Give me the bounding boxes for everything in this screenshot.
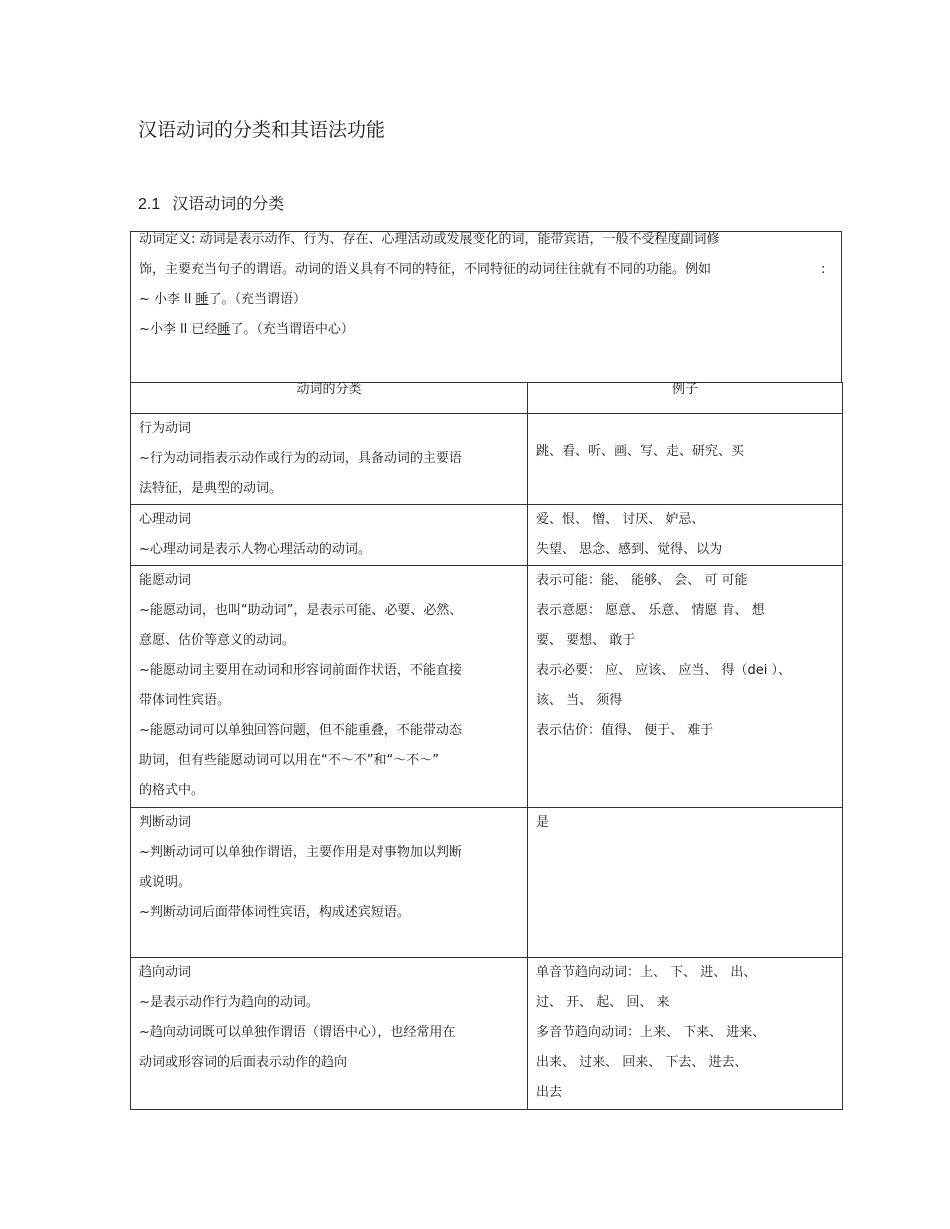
definition-line-1: 动词定义: 动词是表示动作、行为、存在、心理活动或发展变化的词，能带宾语，一般不受程度副词修 xyxy=(139,232,720,247)
verb-examples-cell xyxy=(528,808,843,958)
verb-examples-cell xyxy=(528,958,843,1110)
definition-colon: : xyxy=(821,262,826,277)
example-1-prefix: ~ 小李 ll xyxy=(139,292,196,307)
verb-example-line: 单音节趋向动词：上、 下、 进、 出、 xyxy=(536,965,757,980)
definition-line-2 xyxy=(139,262,711,278)
verb-example-line: 是 xyxy=(536,815,550,830)
verb-examples-cell xyxy=(528,566,843,808)
verb-category-description: ~能愿动词，也叫“助动词”，是表示可能、必要、必然、 xyxy=(139,603,463,618)
section-heading xyxy=(138,192,284,217)
verb-category-cell xyxy=(131,505,528,566)
verb-example-line: 该、 当、 须得 xyxy=(536,693,623,708)
verb-category-name: 行为动词 xyxy=(139,421,192,436)
verb-category-description: 带体词性宾语。 xyxy=(139,693,231,708)
verb-category-name: 判断动词 xyxy=(139,815,192,830)
verb-category-cell xyxy=(131,958,528,1110)
example-1-suffix: 了。（充当谓语） xyxy=(208,292,307,307)
verb-category-description: 的格式中。 xyxy=(139,783,205,798)
verb-example-line: 多音节趋向动词：上来、 下来、 进来、 xyxy=(536,1025,766,1040)
definition-line-2-text: 饰，主要充当句子的谓语。动词的语义具有不同的特征，不同特征的动词往往就有不同的功能。例如 xyxy=(139,262,712,277)
table-row xyxy=(131,566,843,808)
definition-box xyxy=(130,231,842,383)
section-number: 2.1 xyxy=(138,196,161,213)
verb-example-line: 表示可能：能、 能够、 会、 可 可能 xyxy=(536,573,748,588)
table-row xyxy=(131,958,843,1110)
verb-example-line: 要、 要想、 敢于 xyxy=(536,633,636,648)
verb-category-description: ~能愿动词可以单独回答问题，但不能重叠，不能带动态 xyxy=(139,723,462,738)
verb-category-name: 趋向动词 xyxy=(139,965,192,980)
verb-category-description: 助词，但有些能愿动词可以用在“不～不”和“～不～” xyxy=(139,753,439,768)
table-row xyxy=(131,414,843,505)
verb-example-line: 表示估价：值得、 便于、 难于 xyxy=(536,723,714,738)
verb-category-cell xyxy=(131,566,528,808)
example-sentence-2 xyxy=(139,322,354,338)
example-2-prefix: ~小李 ll 已经 xyxy=(139,322,218,337)
verb-category-description: 动词或形容词的后面表示动作的趋向 xyxy=(139,1055,348,1070)
example-sentence-1 xyxy=(139,292,306,308)
verb-category-description: ~是表示动作行为趋向的动词。 xyxy=(139,995,319,1010)
page-title: 汉语动词的分类和其语法功能 xyxy=(138,119,386,141)
verb-category-description: ~行为动词指表示动作或行为的动词，具备动词的主要语 xyxy=(139,451,462,466)
table-row xyxy=(131,505,843,566)
example-2-verb: 睡 xyxy=(217,322,231,337)
section-title: 汉语动词的分类 xyxy=(172,194,285,213)
verb-category-description: ~能愿动词主要用在动词和形容词前面作状语，不能直接 xyxy=(139,663,462,678)
header-classification: 动词的分类 xyxy=(131,383,528,414)
verb-examples-cell xyxy=(528,505,843,566)
verb-category-description: 意愿、估价等意义的动词。 xyxy=(139,633,296,648)
table-row xyxy=(131,808,843,958)
verb-category-description: ~心理动词是表示人物心理活动的动词。 xyxy=(139,542,371,557)
verb-category-description: ~判断动词后面带体词性宾语，构成述宾短语。 xyxy=(139,905,410,920)
verb-category-description: ~趋向动词既可以单独作谓语（谓语中心），也经常用在 xyxy=(139,1025,456,1040)
verb-category-cell xyxy=(131,808,528,958)
verb-classification-table xyxy=(130,382,843,1110)
verb-example-line: 表示必要： 应、 应该、 应当、 得（dei ）、 xyxy=(536,663,792,678)
verb-category-description: 或说明。 xyxy=(139,875,192,890)
verb-example-line: 跳、看、听、画、写、走、研究、买 xyxy=(536,444,745,459)
verb-examples-cell xyxy=(528,414,843,505)
verb-example-line: 过、 开、 起、 回、 来 xyxy=(536,995,670,1010)
verb-category-name: 能愿动词 xyxy=(139,573,192,588)
verb-category-name: 心理动词 xyxy=(139,512,192,527)
verb-example-line: 出来、 过来、 回来、 下去、 进去、 xyxy=(536,1055,748,1070)
verb-example-line: 失望、 思念、感到、觉得、以为 xyxy=(536,542,723,557)
verb-category-cell xyxy=(131,414,528,505)
verb-example-line: 表示意愿： 愿意、 乐意、 情愿 肯、 想 xyxy=(536,603,765,618)
verb-example-line: 出去 xyxy=(536,1085,563,1100)
verb-category-description: 法特征，是典型的动词。 xyxy=(139,481,283,496)
example-2-suffix: 了。（充当谓语中心） xyxy=(230,322,354,337)
verb-example-line: 爱、恨、 憎、 讨厌、 妒忌、 xyxy=(536,512,705,527)
table-header-row xyxy=(131,383,843,414)
example-1-verb: 睡 xyxy=(195,292,209,307)
verb-category-description: ~判断动词可以单独作谓语，主要作用是对事物加以判断 xyxy=(139,845,462,860)
header-examples: 例子 xyxy=(528,383,843,414)
